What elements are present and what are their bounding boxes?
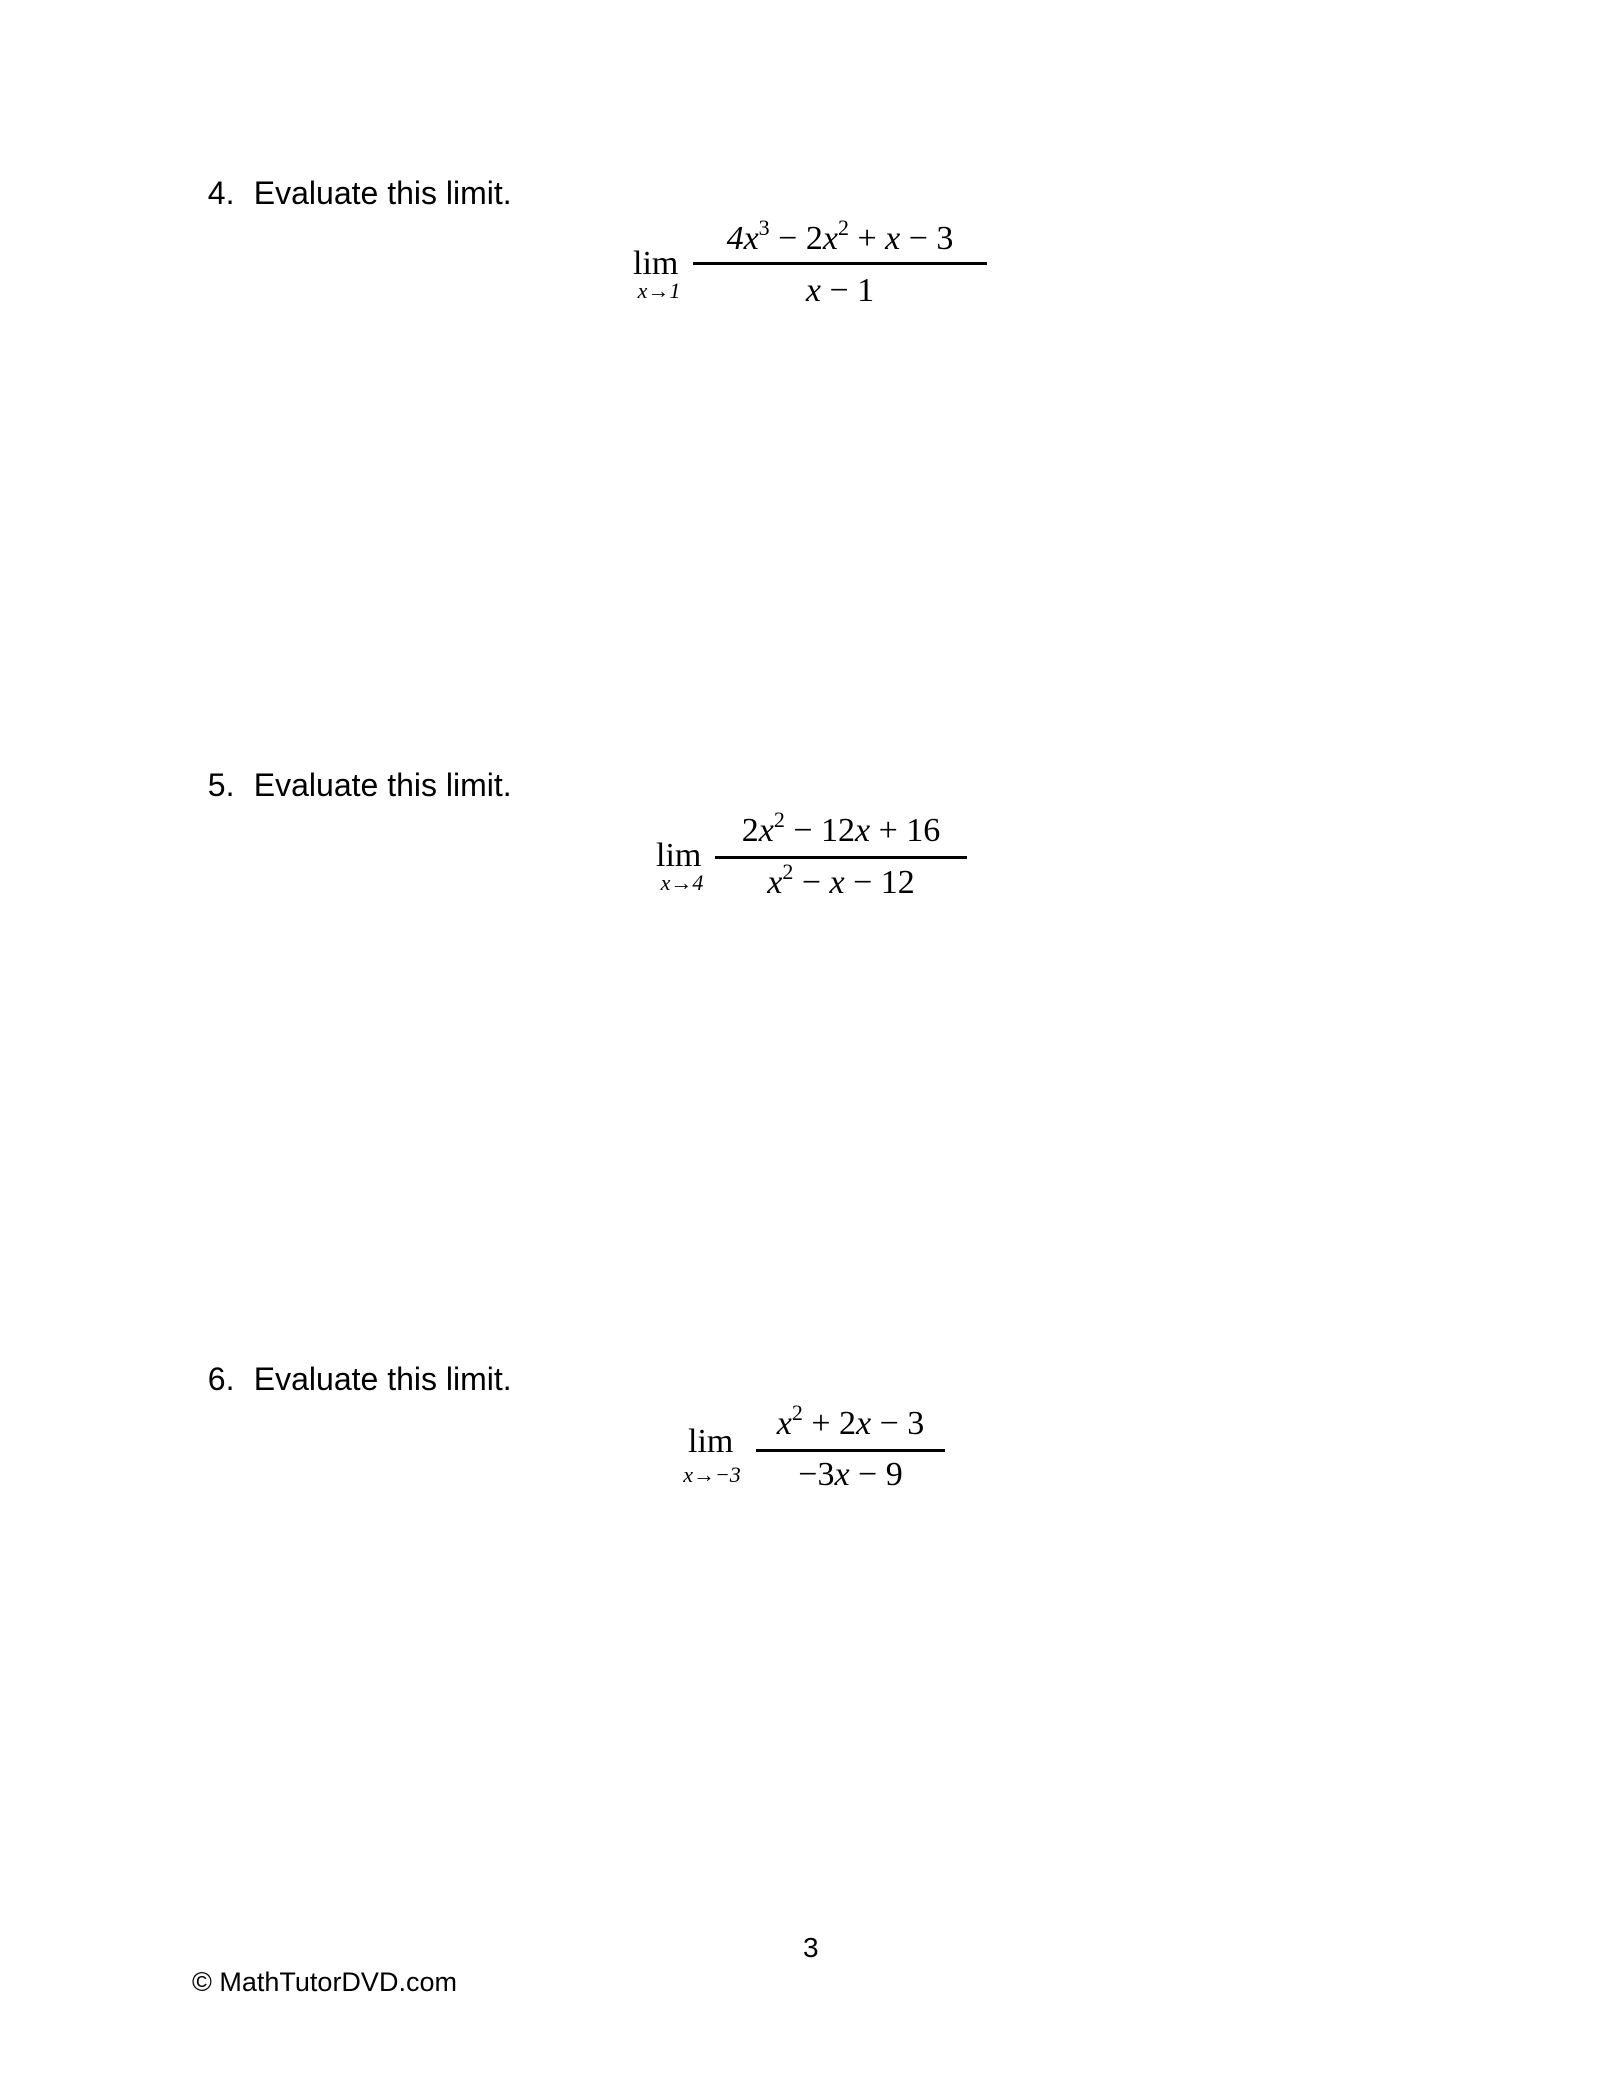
problem-number: 6. xyxy=(207,1361,235,1397)
problem-prompt: Evaluate this limit. xyxy=(253,1361,512,1397)
lim-operator: lim xyxy=(633,245,679,282)
fraction-bar xyxy=(693,262,987,265)
lim-subscript: x→−3 xyxy=(683,1462,741,1487)
lim-operator: lim xyxy=(656,837,702,874)
lim-subscript: x→4 xyxy=(660,870,704,895)
fraction-denominator: x − 1 xyxy=(805,272,875,309)
fraction-bar xyxy=(715,856,967,859)
copyright-footer: © MathTutorDVD.com xyxy=(192,1967,457,1997)
problem-number: 5. xyxy=(207,767,235,803)
problem-number: 4. xyxy=(207,175,235,211)
fraction-numerator: $x^2 + 2x - 3$ xyxy=(776,1400,925,1442)
lim-operator: lim xyxy=(688,1423,734,1460)
lim-subscript: x→1 xyxy=(637,278,681,303)
problem-4-heading xyxy=(190,145,512,209)
problem-prompt: Evaluate this limit. xyxy=(253,175,512,211)
fraction-numerator: $4x^3 - 2x^2 + x - 3$ xyxy=(726,215,954,257)
problem-6-heading xyxy=(190,1331,512,1395)
fraction-denominator: −3x − 9 xyxy=(798,1456,903,1493)
problem-5-heading xyxy=(190,737,512,801)
page-number: 3 xyxy=(803,1932,819,1963)
problem-prompt: Evaluate this limit. xyxy=(253,767,512,803)
fraction-denominator: $x^2 - x - 12$ xyxy=(767,859,915,901)
fraction-bar xyxy=(756,1449,945,1452)
fraction-numerator: $2x^2 - 12x + 16$ xyxy=(741,807,941,849)
